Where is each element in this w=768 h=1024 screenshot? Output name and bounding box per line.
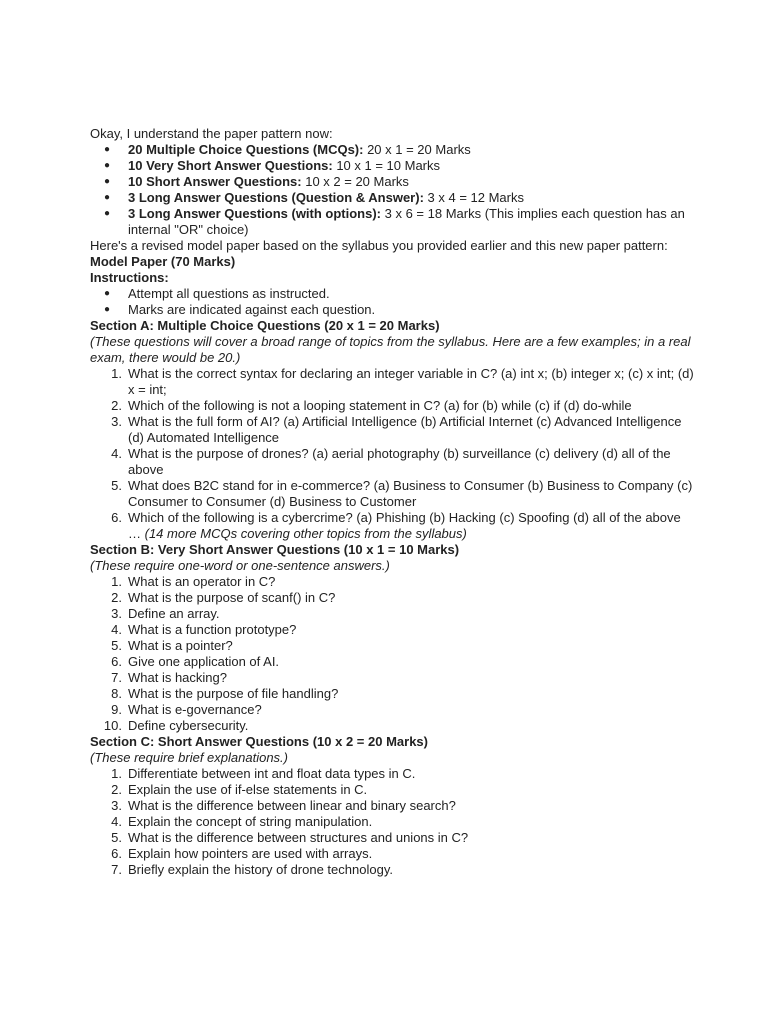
question-text: What is e-governance? — [128, 702, 262, 717]
pattern-text: 3 x 4 = 12 Marks — [423, 190, 524, 205]
question-text: What is the full form of AI? (a) Artificial Intelligence (b) Artificial Internet (c) Advanced Intelligence (d) Automated Intelligence — [128, 414, 682, 445]
question-item — [90, 782, 696, 798]
section-a-title: Section A: Multiple Choice Questions (20 x 1 = 20 Marks) — [90, 318, 440, 333]
question-number: 4. — [111, 814, 122, 829]
instruction-item: ● Attempt all questions as instructed. — [90, 286, 696, 302]
section-b-note: (These require one-word or one-sentence answers.) — [90, 558, 390, 573]
question-number: 6. — [111, 654, 122, 669]
question-item — [90, 798, 696, 814]
question-extra-note: (14 more MCQs covering other topics from the syllabus) — [144, 526, 467, 541]
section-b-title: Section B: Very Short Answer Questions (10 x 1 = 10 Marks) — [90, 542, 460, 557]
section-a-questions — [90, 366, 696, 542]
question-number: 5. — [111, 638, 122, 653]
question-number: 9. — [111, 702, 122, 717]
pattern-item — [90, 158, 696, 174]
section-b-questions — [90, 574, 696, 734]
question-number: 2. — [111, 782, 122, 797]
question-number: 7. — [111, 670, 122, 685]
pattern-text: 20 x 1 = 20 Marks — [363, 142, 471, 157]
section-c-questions — [90, 766, 696, 878]
question-number: 1. — [111, 574, 122, 589]
question-text: What is a function prototype? — [128, 622, 297, 637]
question-text: Explain the concept of string manipulation. — [128, 814, 373, 829]
question-item — [90, 622, 696, 638]
question-text: Briefly explain the history of drone technology. — [128, 862, 393, 877]
question-number: 5. — [111, 478, 122, 493]
question-text: What is a pointer? — [128, 638, 233, 653]
question-item — [90, 846, 696, 862]
question-number: 3. — [111, 606, 122, 621]
pattern-text: 3 x 6 = 18 Marks (This implies each question has an internal "OR" choice) — [128, 206, 685, 237]
question-text: What is the difference between linear and binary search? — [128, 798, 456, 813]
question-item — [90, 414, 696, 446]
question-item — [90, 766, 696, 782]
instructions-list — [90, 286, 696, 318]
question-text: What does B2C stand for in e-commerce? (a) Business to Consumer (b) Business to Company (c) Consumer to Consumer (d) Business to Customer — [128, 478, 693, 509]
question-item — [90, 862, 696, 878]
pattern-label: 10 Short Answer Questions: — [128, 174, 302, 189]
question-item — [90, 686, 696, 702]
pattern-text: 10 x 1 = 10 Marks — [332, 158, 441, 173]
question-item — [90, 398, 696, 414]
pattern-label: 20 Multiple Choice Questions (MCQs): — [128, 142, 364, 157]
pattern-list — [90, 142, 696, 238]
question-number: 6. — [111, 846, 122, 861]
question-text: Give one application of AI. — [128, 654, 280, 669]
section-c-title: Section C: Short Answer Questions (10 x 2 = 20 Marks) — [90, 734, 428, 749]
question-item — [90, 478, 696, 510]
question-text: What is hacking? — [128, 670, 227, 685]
pattern-text: 10 x 2 = 20 Marks — [301, 174, 409, 189]
question-item — [90, 606, 696, 622]
question-item — [90, 702, 696, 718]
question-item — [90, 446, 696, 478]
question-number: 7. — [111, 862, 122, 877]
section-c-note: (These require brief explanations.) — [90, 750, 288, 765]
instruction-item: ● Marks are indicated against each question. — [90, 302, 696, 318]
question-item — [90, 510, 696, 542]
instructions-title: Instructions: — [90, 270, 169, 285]
question-text: What is the correct syntax for declaring an integer variable in C? (a) int x; (b) integer x; (c) x int; (d) x = int; — [128, 366, 694, 397]
pattern-item — [90, 206, 696, 238]
question-item — [90, 718, 696, 734]
pattern-label: 3 Long Answer Questions (Question & Answer): — [128, 190, 424, 205]
question-number: 2. — [111, 398, 122, 413]
question-text: Define an array. — [128, 606, 220, 621]
question-number: 3. — [111, 798, 122, 813]
question-number: 1. — [111, 366, 122, 381]
question-text: Which of the following is a cybercrime? (a) Phishing (b) Hacking (c) Spoofing (d) all of the above … — [128, 510, 681, 541]
question-item — [90, 590, 696, 606]
question-text: Define cybersecurity. — [128, 718, 249, 733]
question-item — [90, 654, 696, 670]
pattern-item — [90, 190, 696, 206]
pattern-item — [90, 174, 696, 190]
question-text: Which of the following is not a looping statement in C? (a) for (b) while (c) if (d) do-while — [128, 398, 632, 413]
pattern-label: 3 Long Answer Questions (with options): — [128, 206, 382, 221]
question-item — [90, 574, 696, 590]
question-number: 10. — [103, 718, 122, 733]
question-text: What is the purpose of scanf() in C? — [128, 590, 336, 605]
question-item — [90, 670, 696, 686]
revised-text: Here's a revised model paper based on the syllabus you provided earlier and this new paper pattern: — [90, 238, 668, 253]
question-item — [90, 814, 696, 830]
question-text: What is the purpose of file handling? — [128, 686, 339, 701]
question-number: 5. — [111, 830, 122, 845]
model-paper-title: Model Paper (70 Marks) — [90, 254, 236, 269]
question-text: Explain how pointers are used with arrays. — [128, 846, 373, 861]
question-text: Explain the use of if-else statements in C. — [128, 782, 368, 797]
question-number: 4. — [111, 446, 122, 461]
question-number: 6. — [111, 510, 122, 525]
question-number: 4. — [111, 622, 122, 637]
question-item — [90, 638, 696, 654]
question-number: 2. — [111, 590, 122, 605]
question-text: What is the difference between structures and unions in C? — [128, 830, 469, 845]
intro-text: Okay, I understand the paper pattern now: — [90, 126, 333, 141]
question-item — [90, 830, 696, 846]
question-item — [90, 366, 696, 398]
question-text: What is the purpose of drones? (a) aerial photography (b) surveillance (c) delivery (d) all of the above — [128, 446, 671, 477]
question-number: 1. — [111, 766, 122, 781]
pattern-label: 10 Very Short Answer Questions: — [128, 158, 333, 173]
section-a-note: (These questions will cover a broad range of topics from the syllabus. Here are a few examples; in a real exam, there would be 20.) — [90, 334, 691, 365]
question-number: 3. — [111, 414, 122, 429]
question-number: 8. — [111, 686, 122, 701]
pattern-item — [90, 142, 696, 158]
question-text: Differentiate between int and float data types in C. — [128, 766, 416, 781]
question-text: What is an operator in C? — [128, 574, 276, 589]
